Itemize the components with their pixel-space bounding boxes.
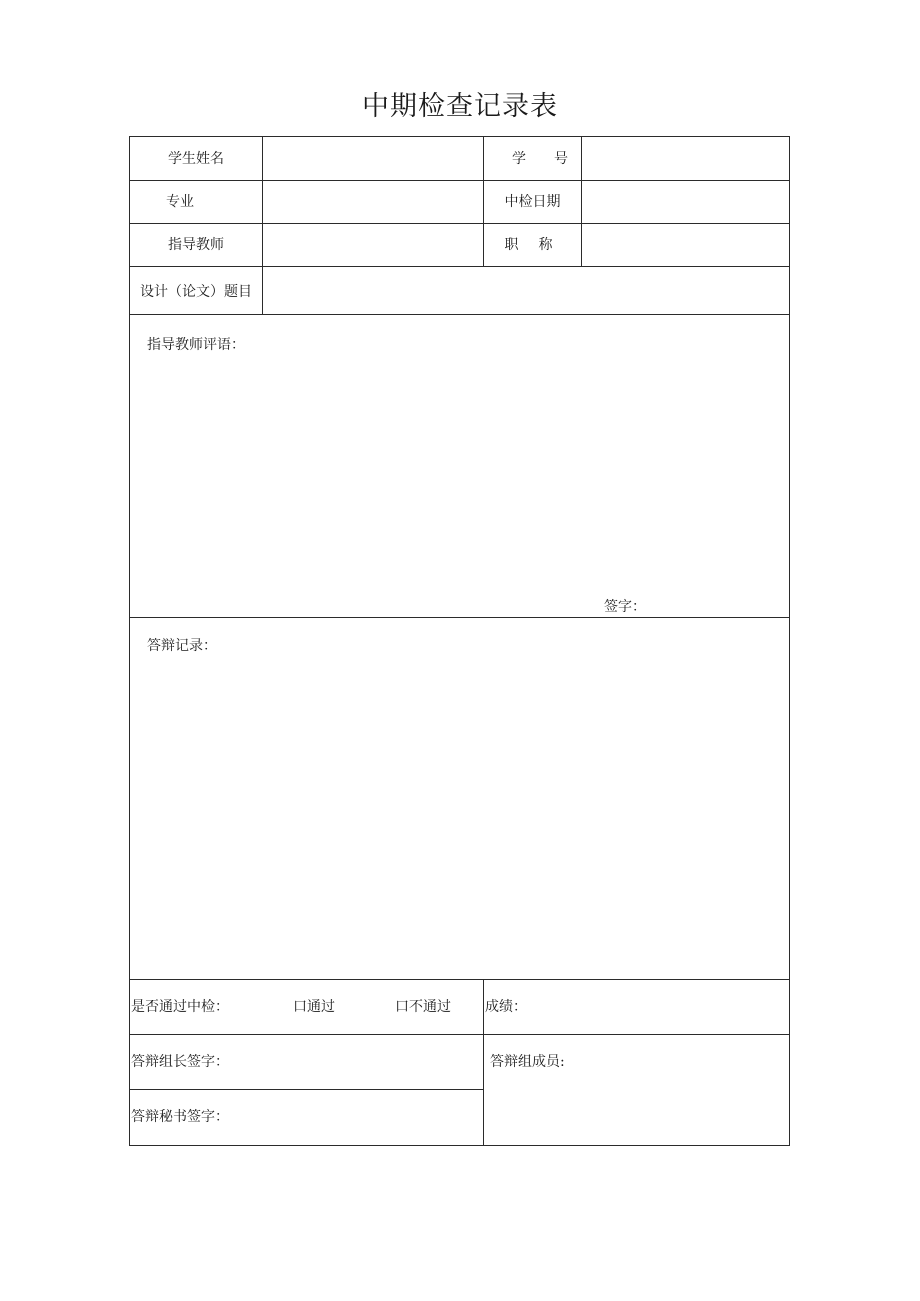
- pass-question-label: 是否通过中检：: [131, 999, 229, 1015]
- row-divider: [130, 1034, 789, 1035]
- row-divider: [130, 314, 789, 315]
- student-name-label: 学生姓名: [168, 151, 224, 167]
- record-form: [129, 136, 790, 1146]
- defense-record-label: 答辩记录：: [147, 638, 217, 654]
- row-divider: [130, 266, 789, 267]
- column-divider: [262, 137, 263, 314]
- job-title-label: 职称: [504, 237, 573, 253]
- secretary-signature-label: 答辩秘书签字：: [131, 1109, 229, 1125]
- row-divider: [130, 617, 789, 618]
- major-label: 专业: [166, 194, 194, 210]
- fail-checkbox[interactable]: 口不通过: [395, 999, 451, 1015]
- advisor-comment-label: 指导教师评语：: [147, 337, 245, 353]
- student-id-label: 学号: [512, 151, 596, 167]
- advisor-signature-label: 签字：: [604, 599, 646, 615]
- row-divider: [130, 1089, 483, 1090]
- check-date-label: 中检日期: [504, 194, 561, 210]
- row-divider: [130, 979, 789, 980]
- leader-signature-label: 答辩组长签字：: [131, 1054, 229, 1070]
- column-divider: [483, 979, 484, 1145]
- grade-label: 成绩：: [485, 999, 527, 1015]
- members-label: 答辩组成员:: [490, 1054, 565, 1070]
- advisor-label: 指导教师: [168, 237, 224, 253]
- row-divider: [130, 180, 789, 181]
- row-divider: [130, 223, 789, 224]
- topic-label: 设计（论文）题目: [140, 284, 252, 300]
- page-title: 中期检查记录表: [362, 91, 558, 122]
- pass-checkbox[interactable]: 口通过: [293, 999, 335, 1015]
